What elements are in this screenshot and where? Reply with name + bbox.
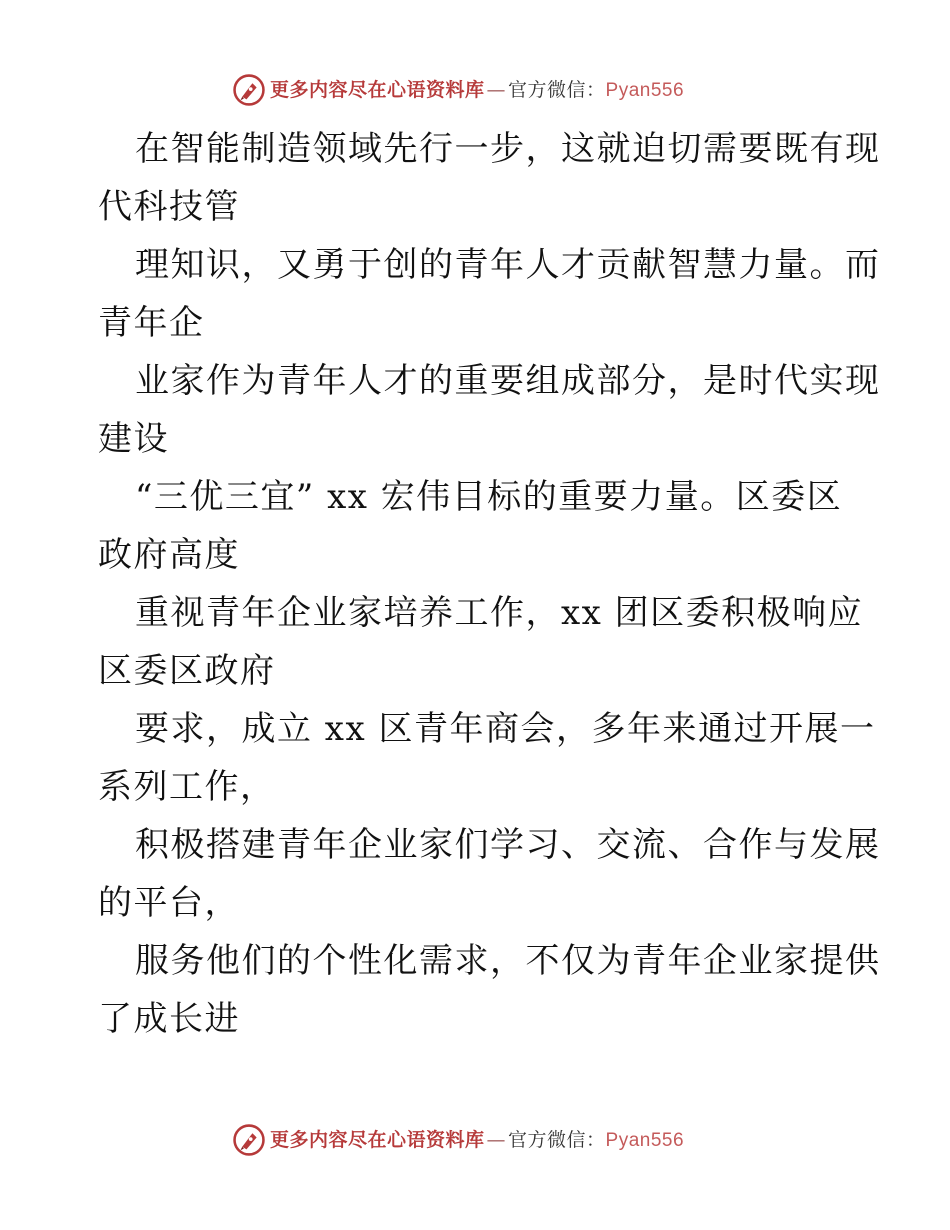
- text-line: 的平台，: [98, 883, 240, 923]
- watermark-brand: 更多内容尽在心语资料库: [270, 1128, 485, 1151]
- text-line: 理知识，又勇于创的青年人才贡献智慧力量。而: [135, 245, 881, 285]
- text-line: 要求，成立 xx 区青年商会，多年来通过开展一: [135, 709, 876, 749]
- text-line: 区委区政府: [98, 651, 276, 691]
- text-line: 政府高度: [98, 535, 240, 575]
- watermark-wechat-label: 官方微信：: [508, 1128, 606, 1151]
- text-line: 积极搭建青年企业家们学习、交流、合作与发展: [135, 825, 881, 865]
- header-watermark: [232, 70, 684, 110]
- watermark-wechat-id: Pyan556: [605, 1129, 685, 1151]
- text-line: 重视青年企业家培养工作，xx 团区委积极响应: [135, 593, 864, 633]
- text-line: 了成长进: [98, 999, 240, 1039]
- document-body: [98, 120, 881, 1048]
- text-line: 业家作为青年人才的重要组成部分，是时代实现: [135, 361, 881, 401]
- pen-nib-seal-icon: [232, 1123, 266, 1157]
- watermark-wechat-id: Pyan556: [605, 79, 685, 101]
- text-line: 建设: [98, 419, 169, 459]
- pen-nib-seal-icon: [232, 73, 266, 107]
- watermark-dash: —: [486, 1128, 507, 1151]
- watermark-dash: —: [486, 78, 507, 101]
- footer-watermark: [232, 1120, 684, 1160]
- text-line: 系列工作，: [98, 767, 276, 807]
- text-line: 代科技管: [98, 187, 240, 227]
- watermark-wechat-label: 官方微信：: [508, 78, 606, 101]
- watermark-brand: 更多内容尽在心语资料库: [270, 78, 485, 101]
- text-line: “三优三宜” xx 宏伟目标的重要力量。区委区: [135, 477, 843, 517]
- text-line: 在智能制造领域先行一步，这就迫切需要既有现: [135, 129, 881, 169]
- text-line: 服务他们的个性化需求，不仅为青年企业家提供: [135, 941, 881, 981]
- text-line: 青年企: [98, 303, 205, 343]
